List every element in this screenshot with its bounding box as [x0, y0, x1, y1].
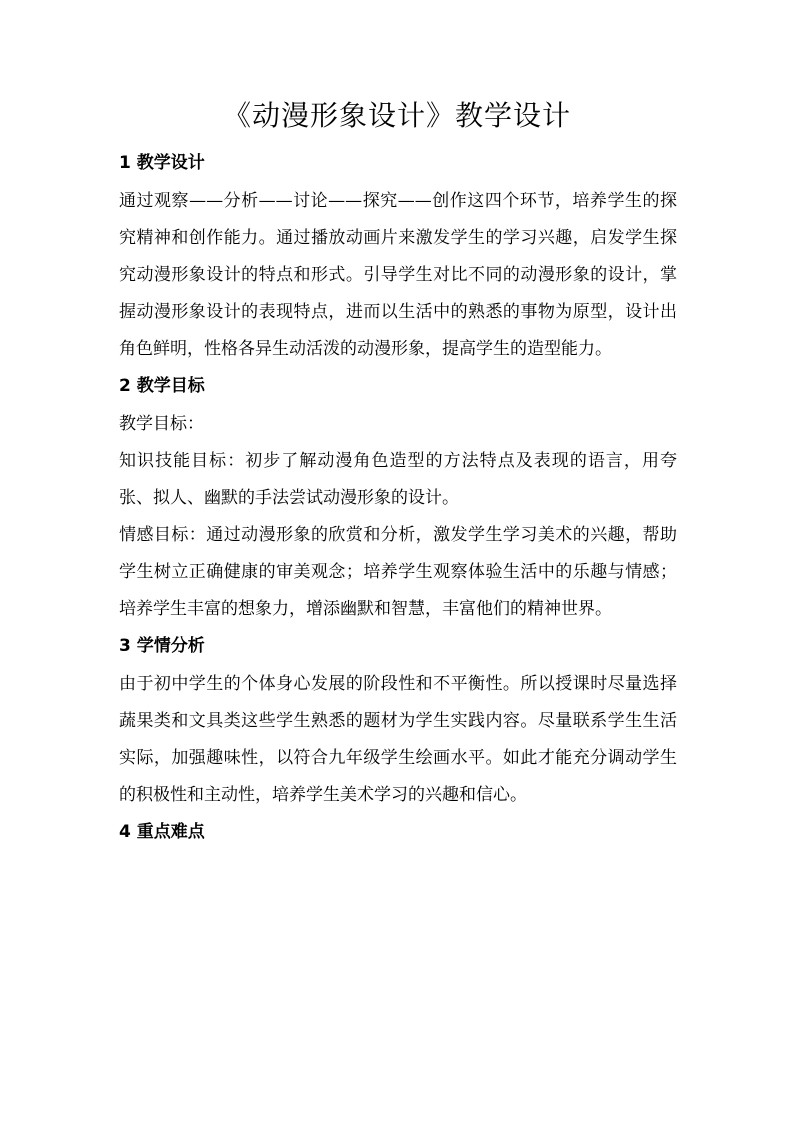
document-title: 《动漫形象设计》教学设计: [222, 99, 571, 132]
paragraph: 由于初中学生的个体身心发展的阶段性和不平衡性。所以授课时尽量选择蔬果类和文具类这些学生熟悉的题材为学生实践内容。尽量联系学生生活实际，加强趣味性，以符合九年级学生绘画水平。如此才能充分调动学生的积极性和主动性，培养学生美术学习的兴趣和信心。: [119, 674, 677, 805]
paragraph: 情感目标：通过动漫形象的欣赏和分析，激发学生学习美术的兴趣，帮助学生树立正确健康的审美观念；培养学生观察体验生活中的乐趣与情感；培养学生丰富的想象力，增添幽默和智慧，丰富他们的精神世界。: [119, 525, 677, 619]
paragraph: 知识技能目标：初步了解动漫角色造型的方法特点及表现的语言，用夸张、拟人、幽默的手法尝试动漫形象的设计。: [119, 451, 677, 508]
section-heading: 1 教学设计: [119, 153, 205, 173]
section-heading: 3 学情分析: [119, 636, 205, 656]
section-heading: 4 重点难点: [119, 822, 205, 842]
section-key-difficulties: [119, 814, 677, 852]
document-body: [119, 145, 677, 852]
paragraph: 教学目标：: [119, 414, 204, 434]
paragraph: 通过观察——分析——讨论——探究——创作这四个环节，培养学生的探究精神和创作能力。通过播放动画片来激发学生的学习兴趣，启发学生探究动漫形象设计的特点和形式。引导学生对比不同的动漫形象的设计，掌握动漫形象设计的表现特点，进而以生活中的熟悉的事物为原型，设计出角色鲜明，性格各异生动活泼的动漫形象，提高学生的造型能力。: [119, 191, 677, 359]
section-teaching-design: [119, 145, 677, 368]
section-heading: 2 教学目标: [119, 376, 205, 396]
section-student-analysis: [119, 628, 677, 814]
section-teaching-objectives: [119, 368, 677, 628]
